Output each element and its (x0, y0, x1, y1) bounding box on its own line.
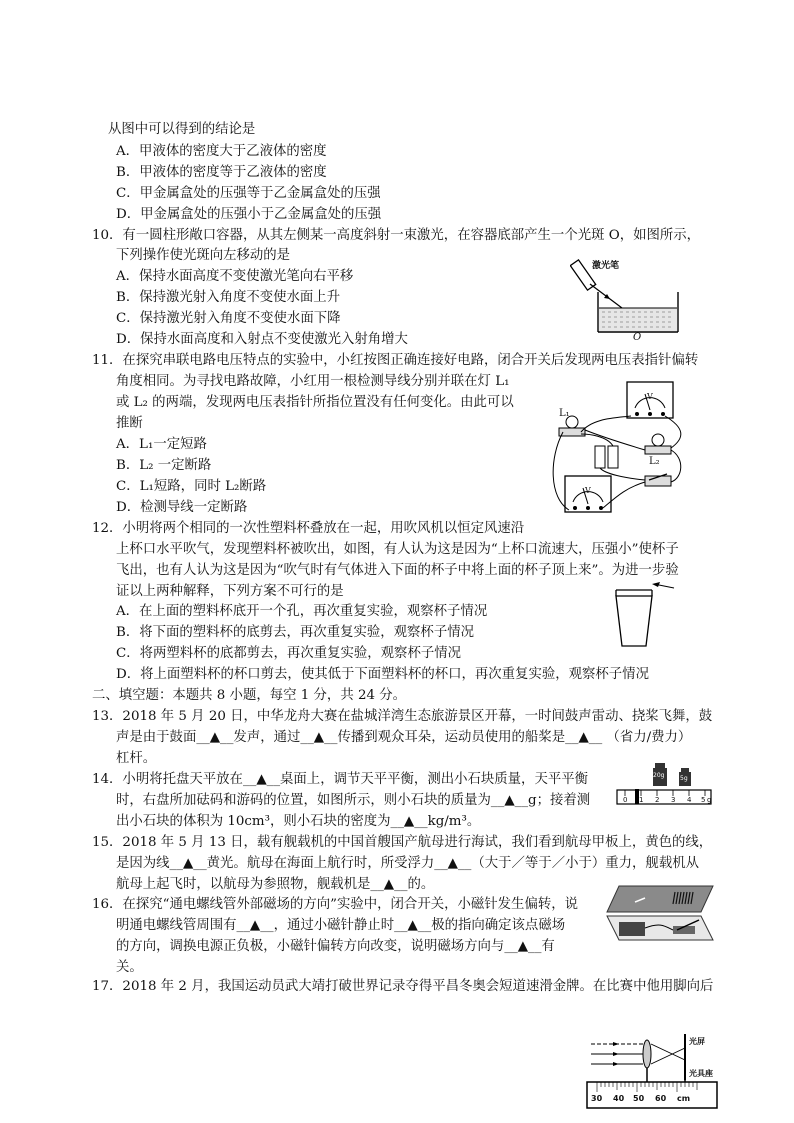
scale-tick-2: 2 (655, 796, 660, 804)
q10-option-a: A．保持水面高度不变使激光笔向右平移 (116, 269, 354, 284)
solenoid-figure (605, 882, 715, 950)
l2-label: L₂ (649, 456, 660, 467)
q17-stem: 17．2018 年 2 月，我国运动员武大靖打破世界记录夺得平昌冬奥会短道速滑金牌。在比赛中他用脚向后 (92, 979, 714, 994)
ruler-tick-60: 60 (655, 1094, 667, 1103)
voltmeter-label-2: V (585, 486, 591, 495)
q11-stem: 11．在探究串联电路电压特点的实验中，小红按图正确连接好电路，闭合开关后发现两电压表指针偏转 (92, 353, 699, 368)
screen-label: 光屏 (689, 1037, 705, 1046)
ruler-tick-50: 50 (633, 1094, 645, 1103)
q10-option-b: B．保持激光射入角度不变使水面上升 (116, 290, 341, 305)
q15-stem-3: 航母上起飞时，以航母为参照物，舰载机是__▲__的。 (116, 877, 435, 892)
weight-5g-label: 5g (680, 775, 688, 782)
q14-stem-3: 出小石块的体积为 10cm³，则小石块的密度为__▲__kg/m³。 (116, 814, 481, 829)
q12-option-a: A．在上面的塑料杯底开一个孔，再次重复实验，观察杯子情况 (116, 604, 488, 619)
balance-weights-figure (615, 762, 715, 810)
q12-option-b: B．将下面的塑料杯的底剪去，再次重复实验，观察杯子情况 (116, 625, 474, 640)
q14-stem: 14．小明将托盘天平放在__▲__桌面上，调节天平平衡，测出小石块质量，天平平衡 (92, 772, 589, 787)
laser-pen-label: 激光笔 (592, 261, 620, 271)
q10-option-c: C．保持激光射入角度不变使水面下降 (116, 311, 341, 326)
q16-stem: 16．在探究“通电螺线管外部磁场的方向”实验中，闭合开关，小磁针发生偏转，说 (92, 897, 579, 912)
ruler-tick-40: 40 (613, 1094, 625, 1103)
scale-unit: g (707, 796, 712, 804)
optical-bench-label: 光具座 (689, 1069, 713, 1078)
q11-stem-2: 角度相同。为寻找电路故障，小红用一根检测导线分别并联在灯 L₁ (116, 374, 510, 389)
q9-option-d: D．甲金属盒处的压强小于乙金属盒处的压强 (116, 207, 382, 222)
q10-stem-2: 下列操作使光斑向左移动的是 (116, 248, 291, 263)
q13-stem: 13．2018 年 5 月 20 日，中华龙舟大赛在盐城洋湾生态旅游景区开幕，一时间鼓声雷动、挠桨飞舞，鼓 (92, 709, 713, 724)
q9-option-c: C．甲金属盒处的压强等于乙金属盒处的压强 (116, 186, 381, 201)
series-circuit-figure (545, 378, 695, 528)
q13-stem-2: 声是由于鼓面__▲__发声，通过__▲__传播到观众耳朵，运动员使用的船桨是__▲__ （省力/费力） (116, 730, 692, 745)
spot-o-label: O (633, 332, 642, 343)
scale-tick-4: 4 (687, 796, 692, 804)
q16-stem-4: 关。 (116, 960, 143, 975)
q11-option-d: D．检测导线一定断路 (116, 500, 248, 515)
scale-tick-0: 0 (623, 796, 628, 804)
ruler-unit: cm (677, 1094, 691, 1103)
weight-20g-label: 20g (653, 772, 665, 779)
q13-stem-3: 杠杆。 (116, 751, 157, 766)
q16-stem-2: 明通电螺线管周围有__▲__，通过小磁针静止时__▲__极的指向确定该点磁场 (116, 918, 566, 933)
q12-option-c: C．将两塑料杯的底都剪去，再次重复实验，观察杯子情况 (116, 646, 462, 661)
q16-stem-3: 的方向，调换电源正负极，小磁针偏转方向改变，说明磁场方向与__▲__有 (116, 939, 555, 954)
q12-stem-2: 上杯口水平吹气，发现塑料杯被吹出，如图，有人认为这是因为“上杯口流速大，压强小”使杯子 (116, 542, 679, 557)
q14-stem-2: 时，右盘所加砝码和游码的位置，如图所示，则小石块的质量为__▲__g；接着测 (116, 793, 591, 808)
q12-option-d: D．将上面塑料杯的杯口剪去，使其低于下面塑料杯的杯口，再次重复实验，观察杯子情况 (116, 667, 649, 682)
section-2-heading: 二、填空题：本题共 8 小题，每空 1 分，共 24 分。 (92, 688, 407, 703)
q12-stem-4: 证以上两种解释，下列方案不可行的是 (116, 584, 344, 599)
q11-option-b: B．L₂ 一定断路 (116, 458, 212, 473)
q12-stem: 12．小明将两个相同的一次性塑料杯叠放在一起，用吹风机以恒定风速沿 (92, 521, 525, 536)
q11-stem-4: 推断 (116, 416, 143, 431)
q15-stem: 15．2018 年 5 月 13 日，载有舰载机的中国首艘国产航母进行海试，我们看到航母甲板上，黄色的线， (92, 835, 713, 850)
scale-tick-3: 3 (671, 796, 676, 804)
laser-container-figure (570, 256, 690, 346)
q11-option-c: C．L₁短路，同时 L₂断路 (116, 479, 267, 494)
l1-label: L₁ (559, 408, 570, 419)
optical-bench-figure (585, 1030, 720, 1115)
q11-option-a: A．L₁一定短路 (116, 437, 207, 452)
q10-option-d: D．保持水面高度和入射点不变使激光入射角增大 (116, 332, 408, 347)
q15-stem-2: 是因为线__▲__黄光。航母在海面上航行时，所受浮力__▲__（大于／等于／小于）重力，舰载机从 (116, 856, 699, 871)
scale-tick-5: 5 (701, 796, 706, 804)
q9-option-a: A．甲液体的密度大于乙液体的密度 (116, 144, 327, 159)
q12-stem-3: 飞出，也有人认为这是因为“吹气时有气体进入下面的杯子中将上面的杯子顶上来”。为进一步验 (116, 563, 679, 578)
q9-intro: 从图中可以得到的结论是 (108, 122, 256, 137)
scale-tick-1: 1 (639, 796, 644, 804)
ruler-tick-30: 30 (591, 1094, 603, 1103)
q9-option-b: B．甲液体的密度等于乙液体的密度 (116, 165, 327, 180)
q10-stem: 10．有一圆柱形敞口容器，从其左侧某一高度斜射一束激光，在容器底部产生一个光斑 O，如图所示， (92, 228, 701, 243)
voltmeter-label-1: V (647, 392, 653, 401)
stacked-cups-figure (608, 582, 678, 652)
q11-stem-3: 或 L₂ 的两端，发现两电压表指针所指位置没有任何变化。由此可以 (116, 395, 514, 410)
